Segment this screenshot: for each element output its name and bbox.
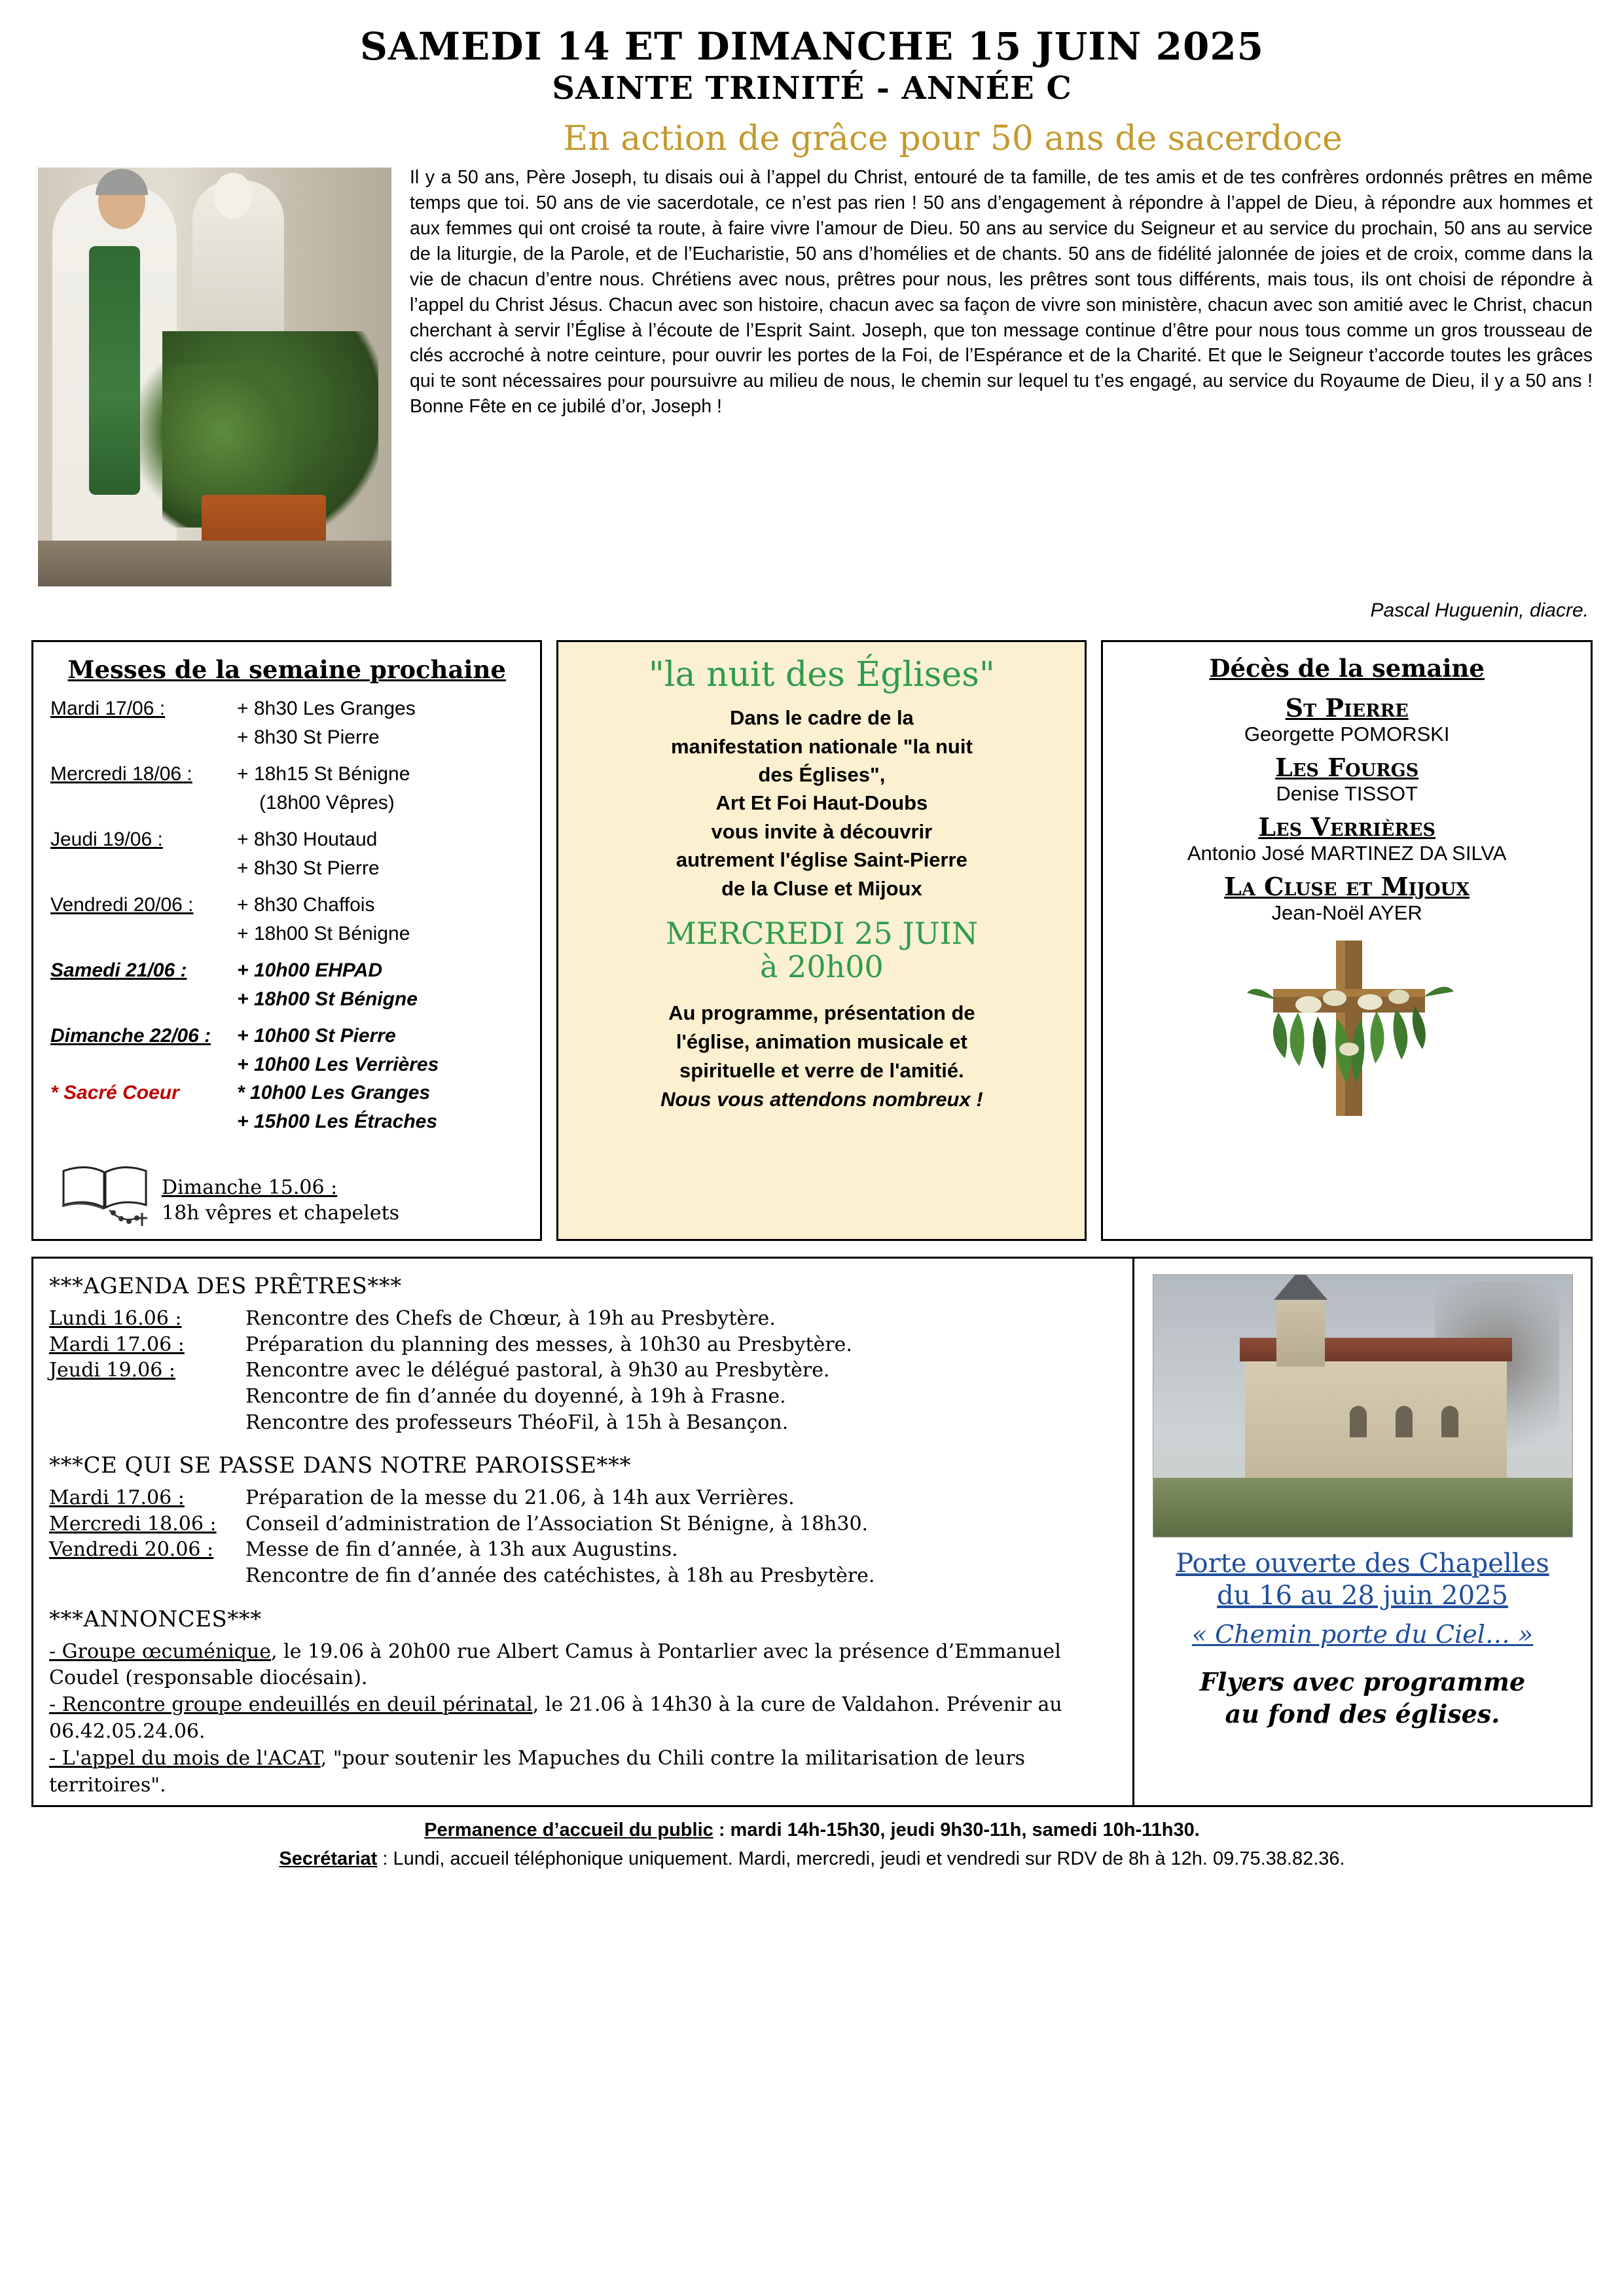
agenda-text: Rencontre des professeurs ThéoFil, à 15h à Besançon. xyxy=(245,1410,789,1434)
agenda-row xyxy=(49,1332,1117,1358)
nuit-intro-line: vous invite à découvrir xyxy=(711,819,933,843)
annonce-row xyxy=(49,1639,1117,1693)
annonce-lead: - Rencontre groupe endeuillés en deuil périnatal xyxy=(49,1693,533,1717)
agenda-date xyxy=(49,1384,245,1410)
mass-entry xyxy=(50,694,523,751)
annonce-row xyxy=(49,1692,1117,1746)
agenda-text: Rencontre de fin d’année du doyenné, à 19h à Frasne. xyxy=(245,1385,786,1408)
article-body: Il y a 50 ans, Père Joseph, tu disais oui à l’appel du Christ, entouré de ta famille, de tes amis et de tes confrères ordonnés prêtres en même temps que toi. 50 ans de vie sacerdotale, ce n’est pas rien ! 50 ans d’engagement à répondre à l’appel de Dieu, à répondre aux hommes et aux femmes qui ont croisé ta route, à faire vivre l’amour de Dieu. 50 ans au service du Seigneur et au service du prochain, 50 ans au service de la liturgie, de la Parole, et de l’Eucharistie, 50 ans d’homélies et de chants. 50 ans de fidélité jalonnée de joies et de croix, comme dans la vie de chacun d’entre nous. Chrétiens avec nous, prêtres pour nous, les prêtres sont tous différents, mais tous, ils ont choisi de répondre à l’appel du Christ Jésus. Chacun avec son histoire, chacun avec sa façon de vivre son ministère, chacun avec son amitié avec le Christ, chacun cherchant à servir l’Église à l’écoute de l’Esprit Saint. Joseph, que ton message continue d’être pour nous tous comme un gros trousseau de clés accroché à notre ceinture, pour ouvrir les portes de la Foi, de l’Espérance et de la Charité. Et que le Seigneur t’accorde toutes les grâces qui te sont nécessaires pour poursuivre au milieu de nous, le chemin sur lequel tu t’es engagé, au service du Royaume de Dieu, il y a 50 ans ! Bonne Fête en ce jubilé d’or, Joseph ! xyxy=(410,167,1593,418)
mass-time: + 10h00 EHPAD xyxy=(237,960,383,982)
agenda-row xyxy=(49,1357,1117,1384)
annonce-text: , le 19.06 à 20h00 rue Albert Camus à Pontarlier avec la présence d’Emmanuel Coudel (responsable diocésain). xyxy=(49,1640,1061,1690)
nuit-closing: Nous vous attendons nombreux ! xyxy=(660,1088,983,1111)
mass-time: * 10h00 Les Granges xyxy=(237,1082,431,1104)
mass-entry xyxy=(50,1022,523,1136)
chapel-flyer-line1: Flyers avec programme xyxy=(1199,1666,1526,1696)
agenda-date: Jeudi 19.06 : xyxy=(49,1359,175,1382)
bible-rosary-icon xyxy=(50,1145,162,1230)
nuit-date-line1: MERCREDI 25 JUIN xyxy=(665,915,978,951)
agenda-text: Conseil d’administration de l’Association St Bénigne, à 18h30. xyxy=(245,1512,869,1535)
nuit-title: "la nuit des Églises" xyxy=(648,655,995,695)
annonce-row xyxy=(49,1746,1117,1799)
nuit-intro-line: manifestation nationale "la nuit xyxy=(670,734,973,758)
agenda-row xyxy=(49,1511,1117,1537)
masses-title: Messes de la semaine prochaine xyxy=(67,655,506,685)
mass-day: Mercredi 18/06 : xyxy=(50,763,192,785)
agenda-date: Mardi 17.06 : xyxy=(49,1333,185,1356)
agenda-column xyxy=(33,1259,1132,1805)
mass-time: (18h00 Vêpres) xyxy=(259,791,395,814)
mass-time: + 8h30 Chaffois xyxy=(237,894,375,916)
nuit-intro-line: autrement l'église Saint-Pierre xyxy=(676,848,967,872)
deces-person: Antonio José MARTINEZ DA SILVA xyxy=(1187,842,1507,865)
page-footer xyxy=(31,1816,1593,1873)
secretariat-label: Secrétariat xyxy=(279,1848,378,1869)
mass-day: Samedi 21/06 : xyxy=(50,960,187,982)
permanence-label: Permanence d’accueil du public xyxy=(424,1820,713,1841)
footer-secretariat xyxy=(31,1845,1593,1874)
nuit-date-line2: à 20h00 xyxy=(760,949,884,985)
permanence-value: : mardi 14h-15h30, jeudi 9h30-11h, samedi 10h-11h30. xyxy=(713,1820,1200,1841)
deces-person: Jean-Noël AYER xyxy=(1271,901,1422,925)
nuit-intro-line: Dans le cadre de la xyxy=(729,706,914,730)
deces-place: La Cluse et Mijoux xyxy=(1224,872,1470,902)
mass-time: + 8h30 St Pierre xyxy=(237,857,380,879)
mass-time: + 8h30 Les Granges xyxy=(237,698,416,720)
agenda-date: Mardi 17.06 : xyxy=(49,1486,185,1510)
agenda-pretres-heading: ***AGENDA DES PRÊTRES*** xyxy=(49,1273,402,1300)
sacre-coeur-label: * Sacré Coeur xyxy=(50,1082,179,1104)
agenda-row xyxy=(49,1410,1117,1436)
chapel-photo xyxy=(1153,1274,1573,1537)
agenda-row xyxy=(49,1563,1117,1589)
mass-day: Jeudi 19/06 : xyxy=(50,829,163,851)
deces-place: Les Verrières xyxy=(1258,812,1436,842)
agenda-row xyxy=(49,1306,1117,1332)
deces-box xyxy=(1101,640,1593,1241)
agenda-date: Vendredi 20.06 : xyxy=(49,1538,214,1562)
bottom-section xyxy=(31,1257,1593,1807)
agenda-row xyxy=(49,1537,1117,1563)
priest-photo xyxy=(38,168,391,586)
article-section xyxy=(31,165,1593,622)
masses-box xyxy=(31,640,542,1241)
agenda-annonces-heading: ***ANNONCES*** xyxy=(49,1605,262,1632)
flowered-cross-icon xyxy=(1239,934,1455,1124)
chapel-flyer-line2: au fond des églises. xyxy=(1225,1699,1500,1729)
chapels-column xyxy=(1132,1259,1591,1805)
header-date-line: SAMEDI 14 ET DIMANCHE 15 JUIN 2025 xyxy=(359,24,1265,69)
annonce-lead: - L'appel du mois de l'ACAT xyxy=(49,1746,321,1770)
nuit-program-line: l'église, animation musicale et xyxy=(676,1030,967,1053)
deces-title: Décès de la semaine xyxy=(1209,654,1485,683)
mass-day: Vendredi 20/06 : xyxy=(50,894,194,916)
footer-permanence xyxy=(31,1816,1593,1845)
nuit-program-line: spirituelle et verre de l'amitié. xyxy=(679,1059,964,1083)
mass-day: Dimanche 22/06 : xyxy=(50,1025,211,1047)
mass-time: + 18h00 St Bénigne xyxy=(237,922,410,944)
mass-time: + 10h00 St Pierre xyxy=(237,1025,396,1047)
mass-time: + 8h30 St Pierre xyxy=(237,726,380,748)
vespres-date: Dimanche 15.06 : xyxy=(162,1176,338,1200)
nuit-intro-line: Art Et Foi Haut-Doubs xyxy=(715,791,928,815)
agenda-text: Rencontre de fin d’année des catéchistes, à 18h au Presbytère. xyxy=(245,1564,875,1587)
deces-place: St Pierre xyxy=(1285,693,1409,723)
mass-entry xyxy=(50,891,523,948)
nuit-intro-line: de la Cluse et Mijoux xyxy=(721,876,922,900)
deces-person: Denise TISSOT xyxy=(1276,782,1418,806)
mass-time: + 15h00 Les Étraches xyxy=(237,1110,438,1132)
three-column-section xyxy=(31,640,1593,1241)
nuit-program-line: Au programme, présentation de xyxy=(668,1001,975,1024)
agenda-paroisse-heading: ***CE QUI SE PASSE DANS NOTRE PAROISSE*** xyxy=(49,1452,631,1479)
mass-entry xyxy=(50,825,523,882)
agenda-row xyxy=(49,1384,1117,1410)
mass-time: + 18h00 St Bénigne xyxy=(237,988,418,1010)
mass-time: + 18h15 St Bénigne xyxy=(237,763,410,785)
mass-entry xyxy=(50,956,523,1013)
agenda-date: Lundi 16.06 : xyxy=(49,1307,182,1331)
article-signature: Pascal Huguenin, diacre. xyxy=(1370,600,1589,622)
agenda-date: Mercredi 18.06 : xyxy=(49,1512,217,1535)
agenda-date xyxy=(49,1563,245,1589)
page-header xyxy=(31,26,1593,107)
mass-day: Mardi 17/06 : xyxy=(50,698,166,720)
vespres-text: 18h vêpres et chapelets xyxy=(162,1202,400,1225)
secretariat-value: : Lundi, accueil téléphonique uniquement. Mardi, mercredi, jeudi et vendredi sur RDV de 8h à 12h. 09.75.38.82.36. xyxy=(377,1848,1345,1869)
mass-time: + 8h30 Houtaud xyxy=(237,829,378,851)
chapel-subtitle: « Chemin porte du Ciel… » xyxy=(1191,1619,1534,1649)
annonce-lead: - Groupe œcuménique xyxy=(49,1640,272,1663)
nuit-des-eglises-box xyxy=(556,640,1087,1241)
chapel-title-line2: du 16 au 28 juin 2025 xyxy=(1217,1581,1508,1611)
mass-time: + 10h00 Les Verrières xyxy=(237,1053,439,1075)
agenda-row xyxy=(49,1485,1117,1511)
article-title: En action de grâce pour 50 ans de sacerdoce xyxy=(563,119,1343,159)
agenda-text: Préparation du planning des messes, à 10h30 au Presbytère. xyxy=(245,1333,852,1356)
mass-entry xyxy=(50,760,523,817)
nuit-intro-line: des Églises", xyxy=(758,763,886,786)
header-liturgy-line: SAINTE TRINITÉ - ANNÉE C xyxy=(552,69,1072,107)
vespres-block xyxy=(50,1145,523,1230)
chapel-title-line1: Porte ouverte des Chapelles xyxy=(1176,1549,1549,1579)
agenda-text: Rencontre avec le délégué pastoral, à 9h30 au Presbytère. xyxy=(245,1359,830,1382)
agenda-text: Messe de fin d’année, à 13h aux Augustins. xyxy=(245,1538,678,1562)
annonce-text: , "pour soutenir les Mapuches du Chili contre la militarisation de leurs territoires". xyxy=(49,1746,1026,1797)
deces-person: Georgette POMORSKI xyxy=(1244,723,1450,746)
deces-place: Les Fourgs xyxy=(1275,753,1419,783)
annonce-text: , le 21.06 à 14h30 à la cure de Valdahon. Prévenir au 06.42.05.24.06. xyxy=(49,1693,1062,1743)
agenda-date xyxy=(49,1410,245,1436)
agenda-text: Rencontre des Chefs de Chœur, à 19h au Presbytère. xyxy=(245,1307,776,1331)
agenda-text: Préparation de la messe du 21.06, à 14h aux Verrières. xyxy=(245,1486,795,1510)
